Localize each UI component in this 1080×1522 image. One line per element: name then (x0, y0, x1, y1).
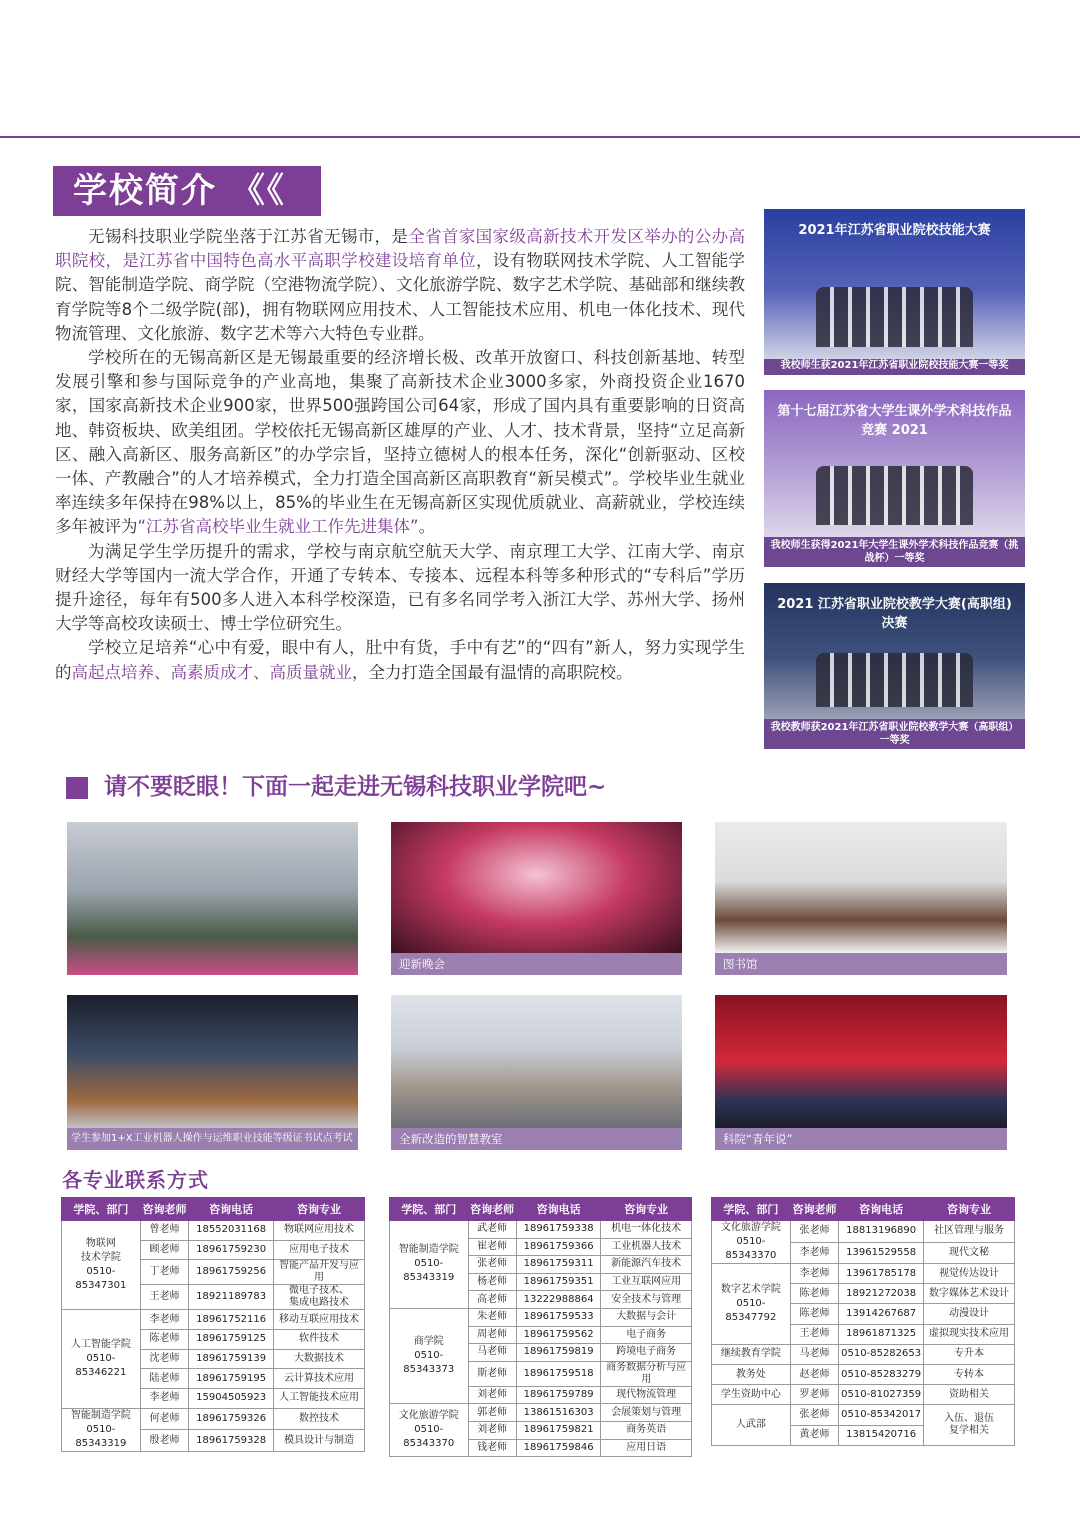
teacher-cell: 黄老师 (790, 1425, 838, 1445)
banner-text: 请不要眨眼！下面一起走进无锡科技职业学院吧~ (104, 774, 607, 800)
major-cell: 云计算技术应用 (274, 1369, 365, 1389)
teacher-cell: 王老师 (140, 1285, 188, 1310)
teacher-cell: 张老师 (468, 1256, 516, 1274)
department-cell: 继续教育学院 (712, 1344, 791, 1364)
phone-cell: 0510-85342017 (839, 1405, 924, 1425)
photo-badge: 2021年江苏省职业院校技能大赛 (798, 223, 991, 238)
major-cell: 物联网应用技术 (274, 1221, 365, 1241)
teacher-cell: 武老师 (468, 1221, 516, 1239)
phone-cell: 18921189783 (189, 1285, 274, 1310)
major-cell: 视觉传达设计 (924, 1264, 1015, 1284)
photo-scene (764, 209, 1025, 359)
body-text: 无锡科技职业学院坐落于江苏省无锡市，是 (88, 227, 409, 246)
table-row (712, 1264, 1015, 1284)
gallery-photo (715, 822, 1007, 975)
intro-paragraph (55, 636, 745, 684)
major-cell: 会展策划与管理 (601, 1404, 692, 1422)
major-cell: 现代物流管理 (601, 1386, 692, 1404)
phone-cell: 13961785178 (839, 1264, 924, 1284)
contacts-title: 各专业联系方式 (62, 1168, 209, 1192)
teacher-cell: 斯老师 (468, 1361, 516, 1386)
major-cell: 安全技术与管理 (601, 1291, 692, 1309)
teacher-cell: 朱老师 (468, 1308, 516, 1326)
major-cell: 数控技术 (274, 1408, 365, 1430)
teacher-cell: 张老师 (790, 1405, 838, 1425)
major-cell: 工业机器人技术 (601, 1238, 692, 1256)
award-photo (764, 390, 1025, 567)
photo-caption: 我校师生获得2021年大学生课外学术科技作品竞赛（挑战杯）一等奖 (770, 540, 1019, 564)
major-cell: 智能产品开发与应用 (274, 1260, 365, 1285)
gallery-caption: 科院“青年说” (715, 1128, 1007, 1150)
photo-scene (764, 583, 1025, 719)
gallery-image (391, 822, 682, 953)
teacher-cell: 刘老师 (468, 1386, 516, 1404)
body-text: ，设有物联网技术学院、人工智能学院、智能制造学院、商学院（空港物流学院）、文化旅游学院、数字艺术学院、基础部和继续教育学院等8个二级学院(部)，拥有物联网应用技术、人工智能技术应用、机电一体化技术、现代物流管理、文化旅游、数字艺术等六大特色专业群。 (55, 251, 746, 343)
major-cell: 模具设计与制造 (274, 1430, 365, 1452)
phone-cell: 18961759366 (516, 1238, 601, 1256)
teacher-cell: 曾老师 (140, 1221, 188, 1241)
phone-cell: 18961759518 (516, 1361, 601, 1386)
table-header: 学院、部门 (712, 1198, 791, 1221)
phone-cell: 13914267687 (839, 1304, 924, 1324)
banner-square-icon (66, 777, 88, 799)
teacher-cell: 马老师 (468, 1344, 516, 1362)
phone-cell: 18961759195 (189, 1369, 274, 1389)
teacher-cell: 王老师 (790, 1324, 838, 1344)
intro-paragraph (55, 225, 745, 346)
major-cell: 跨境电子商务 (601, 1344, 692, 1362)
major-cell: 商务数据分析与应用 (601, 1361, 692, 1386)
table-row (62, 1408, 365, 1430)
gallery-photo (67, 822, 358, 975)
teacher-cell: 钱老师 (468, 1439, 516, 1457)
contact-table (711, 1197, 1015, 1446)
gallery-caption: 学生参加1+X工业机器人操作与运维职业技能等级证书试点考试 (67, 1128, 358, 1150)
teacher-cell: 沈老师 (140, 1349, 188, 1369)
gallery-photo (391, 822, 682, 975)
teacher-cell: 杨老师 (468, 1273, 516, 1291)
photo-caption: 我校教师获2021年江苏省职业院校教学大赛（高职组）一等奖 (770, 722, 1019, 746)
teacher-cell: 丁老师 (140, 1260, 188, 1285)
phone-cell: 18961759328 (189, 1430, 274, 1452)
major-cell: 机电一体化技术 (601, 1221, 692, 1239)
highlight-text: “江苏省高校毕业生就业工作先进集体” (137, 517, 419, 537)
major-cell: 人工智能技术应用 (274, 1389, 365, 1409)
teacher-cell: 张老师 (790, 1221, 838, 1243)
teacher-cell: 李老师 (790, 1264, 838, 1284)
phone-cell: 18961759139 (189, 1349, 274, 1369)
phone-cell: 18552031168 (189, 1221, 274, 1241)
table-row (712, 1344, 1015, 1364)
phone-cell: 18961759821 (516, 1421, 601, 1439)
award-photo (764, 583, 1025, 749)
major-cell: 专转本 (924, 1364, 1015, 1384)
teacher-cell: 周老师 (468, 1326, 516, 1344)
teacher-cell: 顾老师 (140, 1240, 188, 1260)
major-cell: 大数据与会计 (601, 1308, 692, 1326)
highlight-text: 高起点培养、高素质成才、高质量就业 (71, 662, 352, 682)
phone-cell: 18961759326 (189, 1408, 274, 1430)
department-cell: 文化旅游学院 0510- 85343370 (712, 1221, 791, 1264)
department-cell: 智能制造学院 0510- 85343319 (390, 1221, 469, 1309)
body-text: 学校立足培养“心中有爱，眼中有人，肚中有货，手中有艺”的“四有”新人，努力实现学生的 (55, 638, 745, 682)
phone-cell: 13961529558 (839, 1242, 924, 1264)
phone-cell: 18921272038 (839, 1284, 924, 1304)
department-cell: 智能制造学院 0510- 85343319 (62, 1408, 141, 1451)
teacher-cell: 陈老师 (790, 1284, 838, 1304)
phone-cell: 13222988864 (516, 1291, 601, 1309)
phone-cell: 13861516303 (516, 1404, 601, 1422)
gallery-caption: 迎新晚会 (391, 953, 682, 975)
teacher-cell: 陈老师 (790, 1304, 838, 1324)
department-cell: 教务处 (712, 1364, 791, 1384)
table-row (62, 1310, 365, 1330)
gallery-photo (67, 995, 358, 1150)
contact-table (389, 1197, 692, 1457)
phone-cell: 18961759256 (189, 1260, 274, 1285)
people-figures (816, 466, 973, 525)
body-text: 为满足学生学历提升的需求，学校与南京航空航天大学、南京理工大学、江南大学、南京财经大学等国内一流大学合作，开通了专转本、专接本、远程本科等多种形式的“专科后”学历提升途径，每年有500多人进入本科学校深造，已有多名同学考入浙江大学、苏州大学、扬州大学等高校攻读硕士、博士学位研究生。 (55, 541, 745, 634)
body-text: 。 (418, 517, 436, 537)
contact-table (61, 1197, 365, 1452)
department-cell: 数字艺术学院 0510- 85347792 (712, 1264, 791, 1345)
section-title: 学校简介 《《 (53, 166, 321, 216)
phone-cell: 18961759533 (516, 1308, 601, 1326)
gallery-caption: 图书馆 (715, 953, 1007, 975)
major-cell: 微电子技术、 集成电路技术 (274, 1285, 365, 1310)
photo-badge: 第十七届江苏省大学生课外学术科技作品竞赛 2021 (777, 404, 1012, 438)
phone-cell: 18961759125 (189, 1330, 274, 1350)
major-cell: 大数据技术 (274, 1349, 365, 1369)
major-cell: 新能源汽车技术 (601, 1256, 692, 1274)
major-cell: 应用电子技术 (274, 1240, 365, 1260)
table-header: 咨询专业 (601, 1198, 692, 1221)
body-text: 学校所在的无锡高新区是无锡最重要的经济增长极、改革开放窗口、科技创新基地、转型发展引擎和参与国际竞争的产业高地，集聚了高新技术企业3000多家，外商投资企业1670家，国家高新技术企业900家，世界500强跨国公司64家，形成了国内具有重要影响的日资高地、韩资板块、欧美组团。学校依托无锡高新区雄厚的产业、人才、技术背景，坚持“立足高新区、融入高新区、服务高新区”的办学宗旨，坚持立德树人的根本任务，深化“创新驱动、区校一体、产教融合”的人才培养模式，全力打造全国高新区高职教育“新吴模式”。学校毕业生就业率连续多年保持在98%以上，85%的毕业生在无锡高新区实现优质就业、高薪就业，学校连续多年被评为 (55, 348, 745, 537)
department-cell: 文化旅游学院 0510- 85343370 (390, 1404, 469, 1457)
phone-cell: 18961871325 (839, 1324, 924, 1344)
gallery-photo (715, 995, 1007, 1150)
table-header: 咨询电话 (839, 1198, 924, 1221)
photo-caption: 我校师生获2021年江苏省职业院校技能大赛一等奖 (780, 360, 1009, 371)
table-header: 咨询老师 (790, 1198, 838, 1221)
teacher-cell: 郭老师 (468, 1404, 516, 1422)
teacher-cell: 陆老师 (140, 1369, 188, 1389)
department-cell: 物联网 技术学院 0510- 85347301 (62, 1221, 141, 1310)
major-cell: 数字媒体艺术设计 (924, 1284, 1015, 1304)
table-header: 咨询电话 (516, 1198, 601, 1221)
photo-scene (764, 390, 1025, 537)
department-cell: 商学院 0510- 85343373 (390, 1308, 469, 1403)
major-cell: 电子商务 (601, 1326, 692, 1344)
table-header: 学院、部门 (62, 1198, 141, 1221)
table-row (62, 1221, 365, 1241)
phone-cell: 18813196890 (839, 1221, 924, 1243)
phone-cell: 13815420716 (839, 1425, 924, 1445)
photo-badge: 2021 江苏省职业院校教学大赛(高职组)决赛 (777, 597, 1012, 631)
phone-cell: 18961759311 (516, 1256, 601, 1274)
highlight-text: 全省首家国家级高新技术开发区举办的公办高职院校，是江苏省中国特色高水平高职学校建设培育单位 (55, 227, 746, 271)
major-cell: 软件技术 (274, 1330, 365, 1350)
intro-paragraph (55, 540, 745, 637)
phone-cell: 0510-85282653 (839, 1344, 924, 1364)
table-header: 学院、部门 (390, 1198, 469, 1221)
top-divider (0, 136, 1080, 138)
table-row (390, 1308, 692, 1326)
phone-cell: 18961759230 (189, 1240, 274, 1260)
gallery-image (67, 822, 358, 975)
award-photo (764, 209, 1025, 375)
major-cell: 商务英语 (601, 1421, 692, 1439)
major-cell: 应用日语 (601, 1439, 692, 1457)
department-cell: 学生资助中心 (712, 1385, 791, 1405)
major-cell: 资助相关 (924, 1385, 1015, 1405)
table-row (712, 1221, 1015, 1243)
teacher-cell: 何老师 (140, 1408, 188, 1430)
teacher-cell: 陈老师 (140, 1330, 188, 1350)
teacher-cell: 李老师 (790, 1242, 838, 1264)
major-cell: 工业互联网应用 (601, 1273, 692, 1291)
gallery-image (715, 995, 1007, 1128)
major-cell: 社区管理与服务 (924, 1221, 1015, 1243)
teacher-cell: 罗老师 (790, 1385, 838, 1405)
table-row (390, 1404, 692, 1422)
major-cell: 虚拟现实技术应用 (924, 1324, 1015, 1344)
gallery-caption: 全新改造的智慧教室 (391, 1128, 682, 1150)
section-banner (66, 772, 726, 802)
phone-cell: 18961759562 (516, 1326, 601, 1344)
table-header: 咨询专业 (274, 1198, 365, 1221)
gallery-image (391, 995, 682, 1128)
department-cell: 人武部 (712, 1405, 791, 1445)
phone-cell: 18961759789 (516, 1386, 601, 1404)
gallery-image (715, 822, 1007, 953)
major-cell: 专升本 (924, 1344, 1015, 1364)
teacher-cell: 赵老师 (790, 1364, 838, 1384)
phone-cell: 0510-81027359 (839, 1385, 924, 1405)
gallery-image (67, 995, 358, 1128)
table-header: 咨询专业 (924, 1198, 1015, 1221)
people-figures (816, 287, 973, 347)
teacher-cell: 崔老师 (468, 1238, 516, 1256)
major-cell: 移动互联应用技术 (274, 1310, 365, 1330)
teacher-cell: 刘老师 (468, 1421, 516, 1439)
phone-cell: 18961759819 (516, 1344, 601, 1362)
people-figures (816, 653, 973, 707)
teacher-cell: 殷老师 (140, 1430, 188, 1452)
teacher-cell: 李老师 (140, 1310, 188, 1330)
intro-text (55, 225, 745, 685)
major-cell: 入伍、退伍 复学相关 (924, 1405, 1015, 1445)
table-row (390, 1221, 692, 1239)
department-cell: 人工智能学院 0510- 85346221 (62, 1310, 141, 1408)
phone-cell: 18961759846 (516, 1439, 601, 1457)
table-row (712, 1364, 1015, 1384)
table-row (712, 1405, 1015, 1425)
intro-paragraph (55, 346, 745, 540)
phone-cell: 18961759351 (516, 1273, 601, 1291)
gallery-photo (391, 995, 682, 1150)
table-header: 咨询电话 (189, 1198, 274, 1221)
phone-cell: 0510-85283279 (839, 1364, 924, 1384)
table-header: 咨询老师 (140, 1198, 188, 1221)
body-text: ，全力打造全国最有温情的高职院校。 (352, 662, 633, 682)
phone-cell: 15904505923 (189, 1389, 274, 1409)
major-cell: 现代文秘 (924, 1242, 1015, 1264)
teacher-cell: 高老师 (468, 1291, 516, 1309)
teacher-cell: 马老师 (790, 1344, 838, 1364)
major-cell: 动漫设计 (924, 1304, 1015, 1324)
phone-cell: 18961752116 (189, 1310, 274, 1330)
table-header: 咨询老师 (468, 1198, 516, 1221)
phone-cell: 18961759338 (516, 1221, 601, 1239)
teacher-cell: 李老师 (140, 1389, 188, 1409)
table-row (712, 1385, 1015, 1405)
